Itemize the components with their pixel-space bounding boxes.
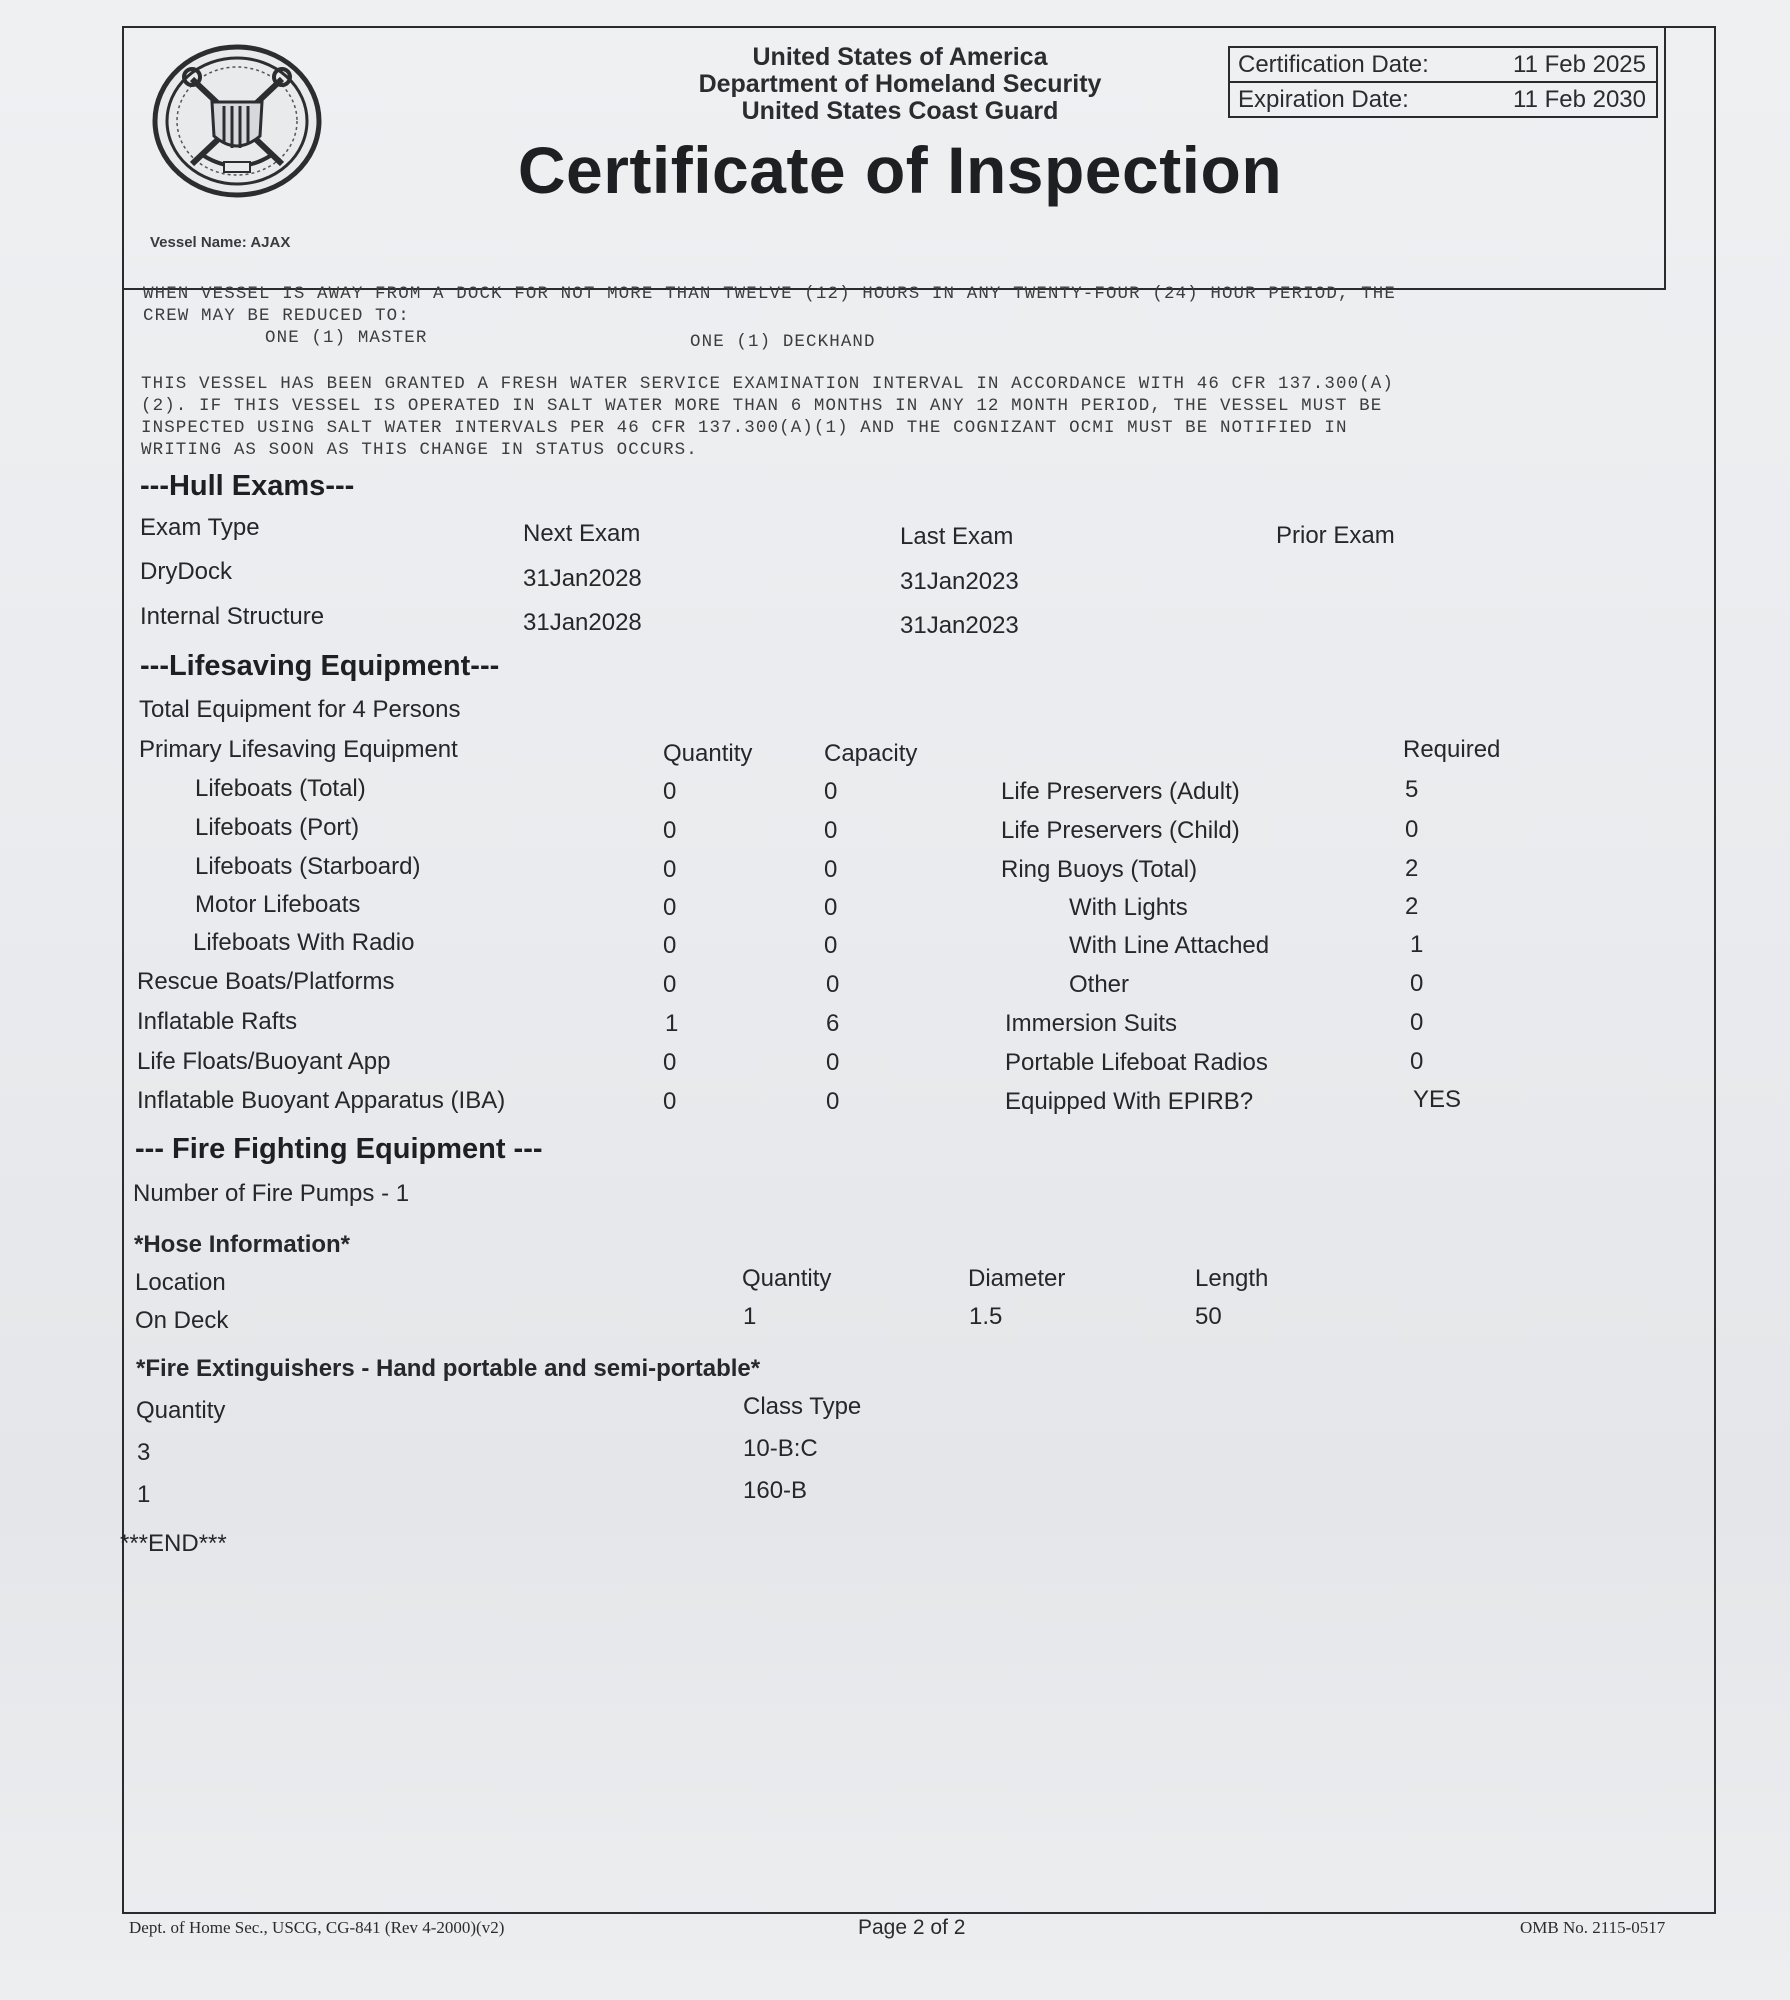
hose-row-diameter: 1.5 xyxy=(969,1303,1003,1330)
certification-date-row xyxy=(1230,48,1656,81)
extinguisher-row-2-qty: 1 xyxy=(137,1481,151,1508)
extinguisher-row-1-class: 10-B:C xyxy=(743,1435,818,1462)
footer-page-number: Page 2 of 2 xyxy=(858,1916,966,1939)
hull-row-1-type: DryDock xyxy=(140,558,233,585)
lifesaving-header-required: Required xyxy=(1403,736,1501,763)
document-title: Certificate of Inspection xyxy=(517,133,1283,207)
crew-note-line-2: CREW MAY BE REDUCED TO: xyxy=(143,306,410,326)
lifesaving-row-6-cap: 0 xyxy=(826,971,840,998)
fresh-water-line-3: INSPECTED USING SALT WATER INTERVALS PER 46 CFR 137.300(A)(1) AND THE COGNIZANT OCMI MUST BE NOTIFIED IN xyxy=(141,418,1348,438)
extinguisher-row-2-class: 160-B xyxy=(743,1477,808,1504)
lifesaving-row-7-req-item: Immersion Suits xyxy=(1005,1010,1178,1037)
fresh-water-line-4: WRITING AS SOON AS THIS CHANGE IN STATUS OCCURS. xyxy=(141,440,698,460)
lifesaving-row-2-cap: 0 xyxy=(824,817,838,844)
lifesaving-row-4-req-value: 2 xyxy=(1405,893,1419,920)
crew-deckhand: ONE (1) DECKHAND xyxy=(690,332,876,352)
lifesaving-row-9-req-item: Equipped With EPIRB? xyxy=(1005,1088,1254,1115)
hull-row-2-next: 31Jan2028 xyxy=(523,609,642,636)
lifesaving-row-8-qty: 0 xyxy=(663,1049,677,1076)
lifesaving-row-1-req-item: Life Preservers (Adult) xyxy=(1001,778,1240,805)
hull-row-2-type: Internal Structure xyxy=(140,603,325,630)
lifesaving-row-8-req-value: 0 xyxy=(1410,1048,1424,1075)
lifesaving-row-8-cap: 0 xyxy=(826,1049,840,1076)
expiration-date-row xyxy=(1230,81,1656,116)
lifesaving-row-3-qty: 0 xyxy=(663,856,677,883)
hose-row-quantity: 1 xyxy=(743,1303,757,1330)
lifesaving-row-8-req-item: Portable Lifeboat Radios xyxy=(1005,1049,1268,1076)
lifesaving-row-6-req-item: Other xyxy=(1069,971,1130,998)
hose-header-diameter: Diameter xyxy=(968,1265,1066,1292)
lifesaving-row-7-req-value: 0 xyxy=(1410,1009,1424,1036)
lifesaving-title: ---Lifesaving Equipment--- xyxy=(140,650,500,682)
lifesaving-row-3-req-value: 2 xyxy=(1405,855,1419,882)
lifesaving-row-4-qty: 0 xyxy=(663,894,677,921)
lifesaving-row-1-qty: 0 xyxy=(663,778,677,805)
hull-row-1-next: 31Jan2028 xyxy=(523,565,642,592)
hose-header-quantity: Quantity xyxy=(742,1265,832,1292)
certification-date-label: Certification Date: xyxy=(1238,51,1429,78)
agency-line-2: Department of Homeland Security xyxy=(698,70,1102,98)
lifesaving-row-9-qty: 0 xyxy=(663,1088,677,1115)
lifesaving-row-5-cap: 0 xyxy=(824,932,838,959)
hull-row-2-last: 31Jan2023 xyxy=(900,612,1019,639)
dates-box xyxy=(1228,46,1658,118)
lifesaving-row-9-req-value: YES xyxy=(1413,1086,1462,1113)
lifesaving-row-4-item: Motor Lifeboats xyxy=(195,891,361,918)
lifesaving-total: Total Equipment for 4 Persons xyxy=(139,696,461,723)
hose-header-length: Length xyxy=(1195,1265,1269,1292)
lifesaving-row-5-req-item: With Line Attached xyxy=(1069,932,1270,959)
fire-pumps: Number of Fire Pumps - 1 xyxy=(133,1180,410,1207)
lifesaving-row-5-qty: 0 xyxy=(663,932,677,959)
hull-exams-title: ---Hull Exams--- xyxy=(140,470,355,502)
lifesaving-row-1-req-value: 5 xyxy=(1405,776,1419,803)
lifesaving-row-5-req-value: 1 xyxy=(1410,931,1424,958)
vessel-name: Vessel Name: AJAX xyxy=(150,234,291,251)
extinguishers-title: *Fire Extinguishers - Hand portable and semi-portable* xyxy=(136,1355,761,1382)
lifesaving-row-9-cap: 0 xyxy=(826,1088,840,1115)
lifesaving-row-2-req-item: Life Preservers (Child) xyxy=(1001,817,1240,844)
footer-form-number: Dept. of Home Sec., USCG, CG-841 (Rev 4-2000)(v2) xyxy=(129,1918,505,1937)
extinguisher-header-quantity: Quantity xyxy=(136,1397,226,1424)
expiration-date-label: Expiration Date: xyxy=(1238,86,1409,113)
lifesaving-header-capacity: Capacity xyxy=(824,740,918,767)
lifesaving-row-2-item: Lifeboats (Port) xyxy=(195,814,360,841)
hose-row-length: 50 xyxy=(1195,1303,1222,1330)
lifesaving-row-7-item: Inflatable Rafts xyxy=(137,1008,298,1035)
end-marker: ***END*** xyxy=(120,1530,227,1557)
lifesaving-row-3-item: Lifeboats (Starboard) xyxy=(195,853,421,880)
extinguisher-header-class-type: Class Type xyxy=(743,1393,862,1420)
agency-block xyxy=(620,44,1180,125)
fresh-water-line-1: THIS VESSEL HAS BEEN GRANTED A FRESH WATER SERVICE EXAMINATION INTERVAL IN ACCORDANCE WITH 46 CFR 137.300(A) xyxy=(141,374,1394,394)
extinguisher-row-1-qty: 3 xyxy=(137,1439,151,1466)
expiration-date-value: 11 Feb 2030 xyxy=(1513,86,1646,113)
lifesaving-row-1-cap: 0 xyxy=(824,778,838,805)
lifesaving-row-6-req-value: 0 xyxy=(1410,970,1424,997)
hull-header-next-exam: Next Exam xyxy=(523,520,641,547)
crew-master: ONE (1) MASTER xyxy=(265,328,428,348)
lifesaving-row-7-cap: 6 xyxy=(826,1010,840,1037)
fresh-water-line-2: (2). IF THIS VESSEL IS OPERATED IN SALT WATER MORE THAN 6 MONTHS IN ANY 12 MONTH PERIOD, THE VESSEL MUST BE xyxy=(141,396,1383,416)
lifesaving-row-1-item: Lifeboats (Total) xyxy=(195,775,366,802)
lifesaving-header-quantity: Quantity xyxy=(663,740,753,767)
hose-info-title: *Hose Information* xyxy=(134,1231,351,1258)
agency-line-3: United States Coast Guard xyxy=(741,97,1059,125)
certification-date-value: 11 Feb 2025 xyxy=(1513,51,1646,78)
lifesaving-row-4-req-item: With Lights xyxy=(1069,894,1188,921)
lifesaving-row-3-cap: 0 xyxy=(824,856,838,883)
hose-header-location: Location xyxy=(135,1269,226,1296)
lifesaving-row-5-item: Lifeboats With Radio xyxy=(193,929,415,956)
lifesaving-row-4-cap: 0 xyxy=(824,894,838,921)
lifesaving-row-2-req-value: 0 xyxy=(1405,816,1419,843)
lifesaving-row-7-qty: 1 xyxy=(665,1010,679,1037)
footer-omb-number: OMB No. 2115-0517 xyxy=(1520,1918,1666,1937)
lifesaving-header-primary: Primary Lifesaving Equipment xyxy=(139,736,458,763)
lifesaving-row-8-item: Life Floats/Buoyant App xyxy=(137,1048,391,1075)
lifesaving-row-2-qty: 0 xyxy=(663,817,677,844)
hull-header-prior-exam: Prior Exam xyxy=(1276,522,1395,549)
hull-header-exam-type: Exam Type xyxy=(140,514,260,541)
lifesaving-row-3-req-item: Ring Buoys (Total) xyxy=(1001,856,1198,883)
lifesaving-row-9-item: Inflatable Buoyant Apparatus (IBA) xyxy=(137,1087,506,1114)
hose-row-location: On Deck xyxy=(135,1307,229,1334)
agency-line-1: United States of America xyxy=(752,43,1048,71)
hull-header-last-exam: Last Exam xyxy=(900,523,1014,550)
fire-fighting-title: --- Fire Fighting Equipment --- xyxy=(135,1133,543,1165)
uscg-seal-icon xyxy=(152,44,322,198)
lifesaving-row-6-qty: 0 xyxy=(663,971,677,998)
crew-note-line-1: WHEN VESSEL IS AWAY FROM A DOCK FOR NOT MORE THAN TWELVE (12) HOURS IN ANY TWENTY-FOUR (24) HOUR PERIOD, THE xyxy=(143,284,1396,304)
lifesaving-row-6-item: Rescue Boats/Platforms xyxy=(137,968,395,995)
hull-row-1-last: 31Jan2023 xyxy=(900,568,1019,595)
